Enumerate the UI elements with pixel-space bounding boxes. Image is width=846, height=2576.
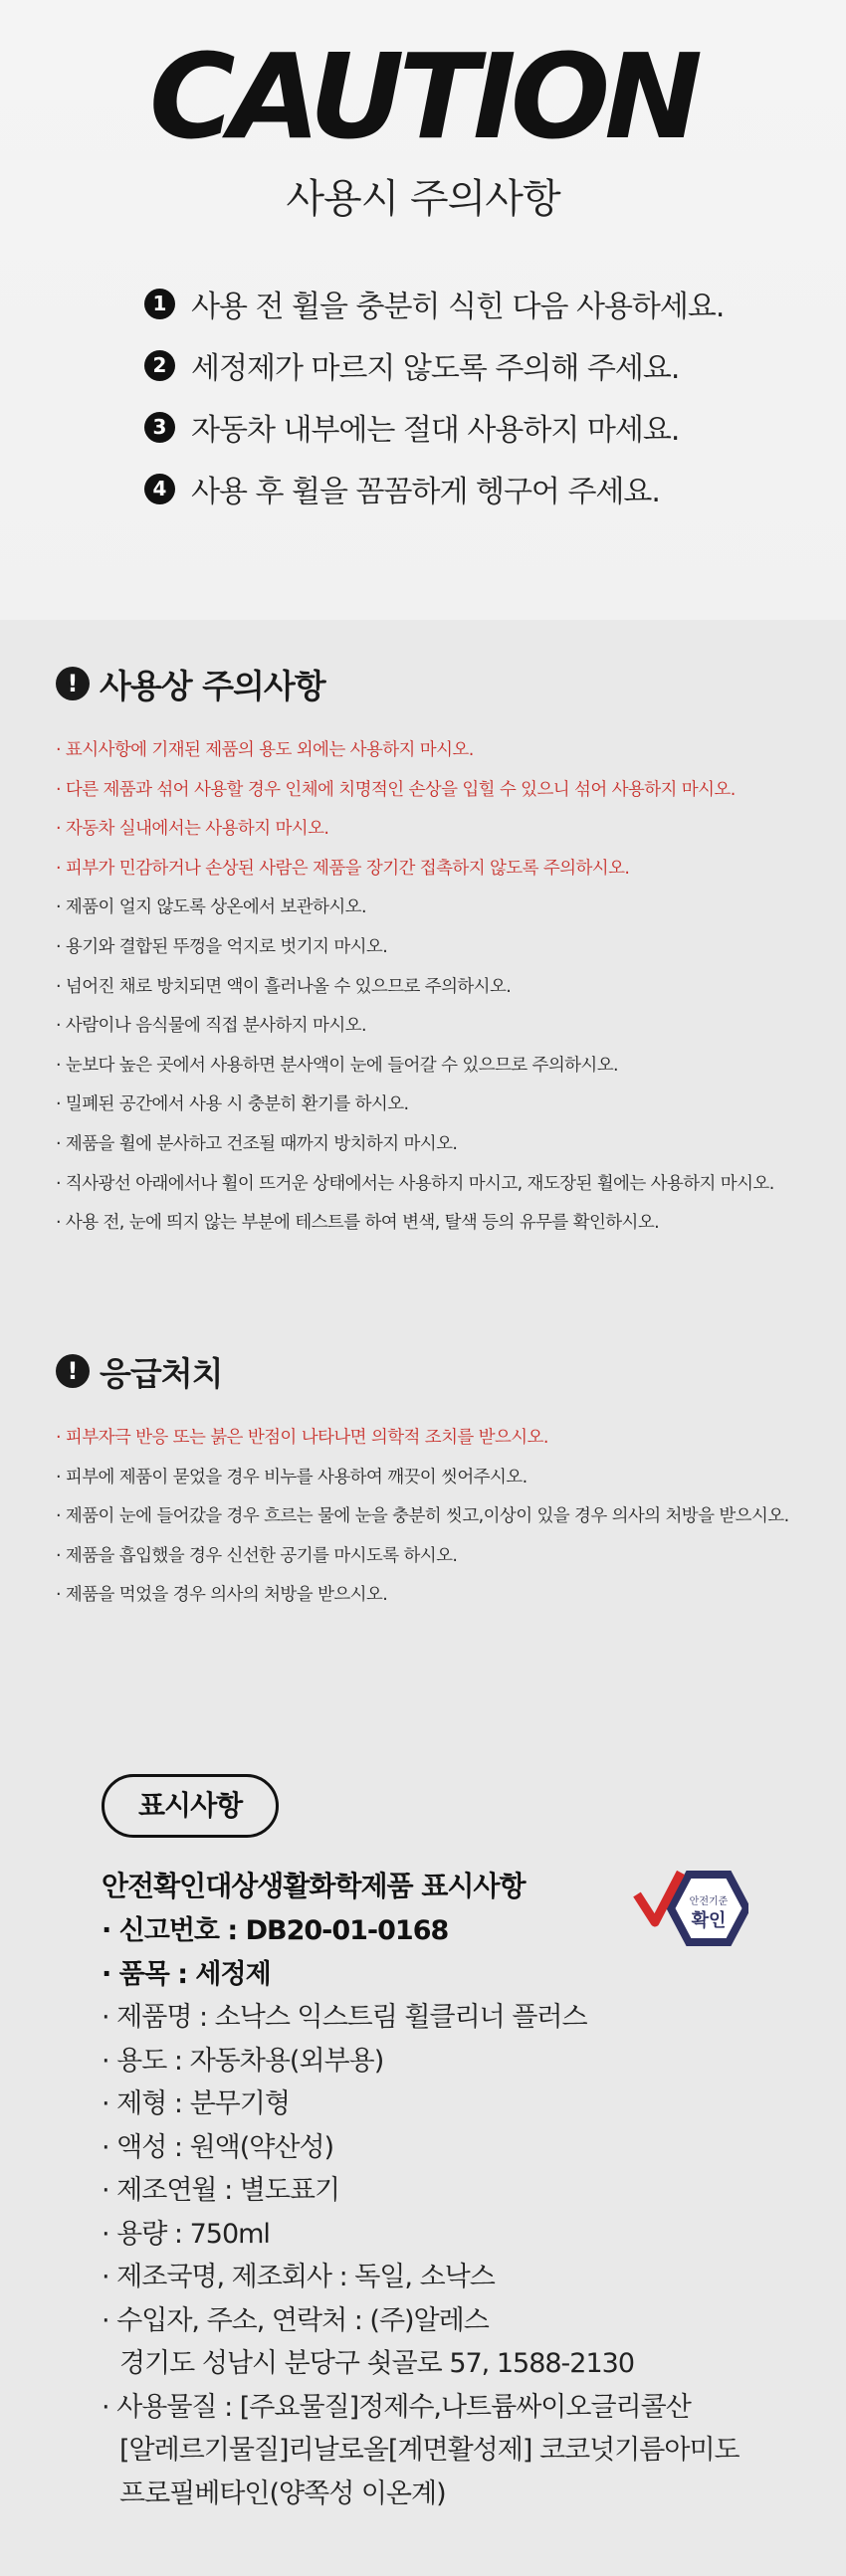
list-item: · 자동차 실내에서는 사용하지 마시오. xyxy=(56,819,329,840)
list-item: · 피부가 민감하거나 손상된 사람은 제품을 장기간 접촉하지 않도록 주의하시오. xyxy=(56,858,630,879)
usage-header xyxy=(56,662,826,705)
caution-step xyxy=(144,345,724,385)
list-item: · 피부에 제품이 묻었을 경우 비누를 사용하여 깨끗이 씻어주시오. xyxy=(56,1467,528,1487)
list-item: · 표시사항에 기재된 제품의 용도 외에는 사용하지 마시오. xyxy=(56,740,474,760)
caution-subtitle: 사용시 주의사항 xyxy=(286,176,560,222)
step-text: 자동차 내부에는 절대 사용하지 마세요. xyxy=(191,413,680,448)
label-row: · 제품명 : 소낙스 익스트림 휠클리너 플러스 xyxy=(102,2002,587,2033)
caution-section xyxy=(0,0,846,620)
usage-precautions xyxy=(56,662,826,1244)
firstaid-list xyxy=(56,1419,826,1616)
label-row: 경기도 성남시 분당구 쇳골로 57, 1588-2130 xyxy=(119,2348,635,2379)
list-item: · 제품이 얼지 않도록 상온에서 보관하시오. xyxy=(56,897,366,918)
list-item: · 사람이나 음식물에 직접 분사하지 마시오. xyxy=(56,1016,366,1037)
list-item: · 제품을 먹었을 경우 의사의 처방을 받으시오. xyxy=(56,1585,388,1606)
exclamation-icon: ! xyxy=(56,667,90,700)
list-item: · 제품을 흡입했을 경우 신선한 공기를 마시도록 하시오. xyxy=(56,1545,458,1566)
label-row: · 수입자, 주소, 연락처 : (주)알레스 xyxy=(102,2304,489,2336)
label-row: · 용량 : 750ml xyxy=(102,2218,270,2250)
label-pill: 표시사항 xyxy=(102,1774,279,1838)
caution-step xyxy=(144,284,724,323)
step-number-icon: 1 xyxy=(144,289,175,319)
label-title: 안전확인대상생활화학제품 표시사항 xyxy=(102,1870,526,1902)
list-item: · 밀폐된 공간에서 사용 시 충분히 환기를 하시오. xyxy=(56,1094,409,1115)
safety-check-badge-icon xyxy=(633,1869,748,1978)
list-item: · 다른 제품과 섞어 사용할 경우 인체에 치명적인 손상을 입힐 수 있으니 섞어 사용하지 마시오. xyxy=(56,779,736,800)
step-number-icon: 3 xyxy=(144,412,175,443)
list-item: · 제품을 휠에 분사하고 건조될 때까지 방치하지 마시오. xyxy=(56,1133,458,1154)
label-rows xyxy=(102,1909,798,2515)
list-item: · 넘어진 채로 방치되면 액이 흘러나올 수 있으므로 주의하시오. xyxy=(56,976,512,997)
usage-list xyxy=(56,731,826,1244)
list-item: · 직사광선 아래에서나 휠이 뜨거운 상태에서는 사용하지 마시고, 재도장된 휠에는 사용하지 마시오. xyxy=(56,1173,774,1194)
label-row: · 용도 : 자동차용(외부용) xyxy=(102,2045,384,2077)
label-row: [알레르기물질]리날로올[계면활성제] 코코넛기름아미도 xyxy=(119,2435,740,2466)
label-row: · 사용물질 : [주요물질]정제수,나트륨싸이오글리콜산 xyxy=(102,2391,691,2423)
caution-step xyxy=(144,469,724,508)
label-row: · 품목 : 세정제 xyxy=(102,1958,271,1990)
list-item: · 용기와 결합된 뚜껑을 억지로 벗기지 마시오. xyxy=(56,936,388,957)
list-item: · 제품이 눈에 들어갔을 경우 흐르는 물에 눈을 충분히 씻고,이상이 있을 경우 의사의 처방을 받으시오. xyxy=(56,1506,789,1527)
caution-step xyxy=(144,407,724,447)
badge-top-text: 안전기준 xyxy=(689,1896,729,1907)
badge-bottom-text: 확인 xyxy=(691,1910,727,1931)
caution-title: CAUTION xyxy=(149,28,697,165)
label-row: · 제조연월 : 별도표기 xyxy=(102,2175,340,2206)
label-row: · 신고번호 : DB20-01-0168 xyxy=(102,1915,449,1946)
firstaid-title: 응급처치 xyxy=(100,1353,223,1393)
step-text: 세정제가 마르지 않도록 주의해 주세요. xyxy=(191,351,680,386)
first-aid xyxy=(56,1349,826,1616)
label-row: 프로필베타인(양쪽성 이온계) xyxy=(119,2477,446,2509)
step-text: 사용 후 휠을 꼼꼼하게 헹구어 주세요. xyxy=(191,475,660,509)
usage-title: 사용상 주의사항 xyxy=(100,666,325,705)
label-row: · 제형 : 분무기형 xyxy=(102,2088,290,2119)
list-item: · 피부자극 반응 또는 붉은 반점이 나타나면 의학적 조치를 받으시오. xyxy=(56,1428,548,1448)
list-item: · 눈보다 높은 곳에서 사용하면 분사액이 눈에 들어갈 수 있으므로 주의하시오. xyxy=(56,1055,619,1076)
list-item: · 사용 전, 눈에 띄지 않는 부분에 테스트를 하여 변색, 탈색 등의 유무를 확인하시오. xyxy=(56,1213,660,1234)
caution-steps xyxy=(144,284,724,530)
step-number-icon: 4 xyxy=(144,474,175,504)
exclamation-icon: ! xyxy=(56,1354,90,1388)
notes-section xyxy=(0,620,846,2576)
label-row: · 액성 : 원액(약산성) xyxy=(102,2131,334,2163)
label-row: · 제조국명, 제조회사 : 독일, 소낙스 xyxy=(102,2262,495,2292)
firstaid-header xyxy=(56,1349,826,1393)
step-text: 사용 전 휠을 충분히 식힌 다음 사용하세요. xyxy=(191,290,725,324)
step-number-icon: 2 xyxy=(144,350,175,381)
